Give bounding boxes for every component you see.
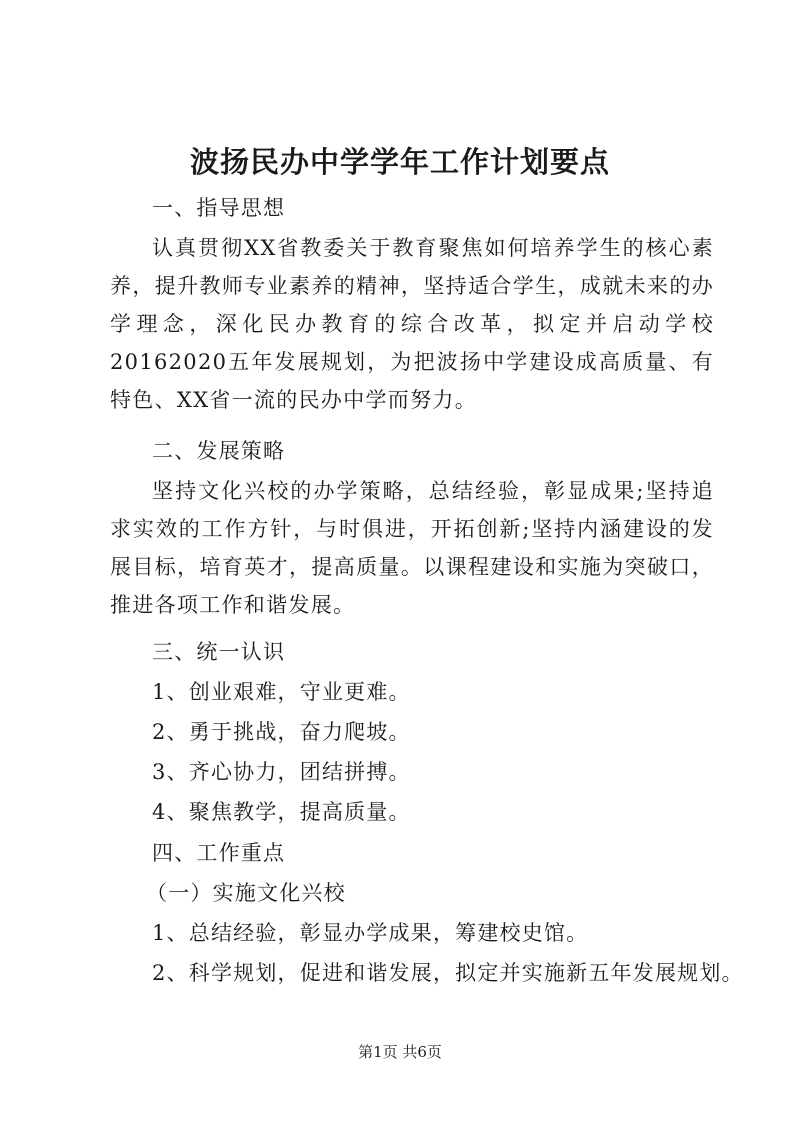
paragraph-guiding-thought: 认真贯彻XX省教委关于教育聚焦如何培养学生的核心素养，提升教师专业素养的精神，坚持适合学生，成就未来的办学理念，深化民办教育的综合改革，拟定并启动学校20162020五年发展规划，为把波扬中学建设成高质量、有特色、XX省一流的民办中学而努力。 — [110, 236, 714, 412]
section-heading-guiding-thought: 一、指导思想 — [152, 196, 286, 220]
section-heading-work-focus: 四、工作重点 — [152, 841, 286, 865]
list-item: 4、聚焦教学，提高质量。 — [152, 800, 411, 824]
list-item: 2、科学规划，促进和谐发展，拟定并实施新五年发展规划。 — [152, 961, 744, 985]
list-item: 2、勇于挑战，奋力爬坡。 — [152, 720, 411, 744]
list-item: 1、总结经验，彰显办学成果，筹建校史馆。 — [152, 921, 589, 945]
document-title: 波扬民办中学学年工作计划要点 — [189, 145, 610, 179]
paragraph-development-strategy: 坚持文化兴校的办学策略，总结经验，彰显成果;坚持追求实效的工作方针，与时俱进，开拓创新;坚持内涵建设的发展目标，培育英才，提高质量。以课程建设和实施为突破口，推进各项工作和谐发展。 — [110, 479, 714, 617]
section-heading-unified-understanding: 三、统一认识 — [152, 640, 286, 664]
list-item: 1、创业艰难，守业更难。 — [152, 680, 411, 704]
list-item: 3、齐心协力，团结拼搏。 — [152, 760, 411, 784]
section-heading-development-strategy: 二、发展策略 — [152, 439, 286, 463]
page-number-footer: 第1页 共6页 — [358, 1043, 442, 1061]
subsection-heading-culture: （一）实施文化兴校 — [146, 881, 346, 905]
